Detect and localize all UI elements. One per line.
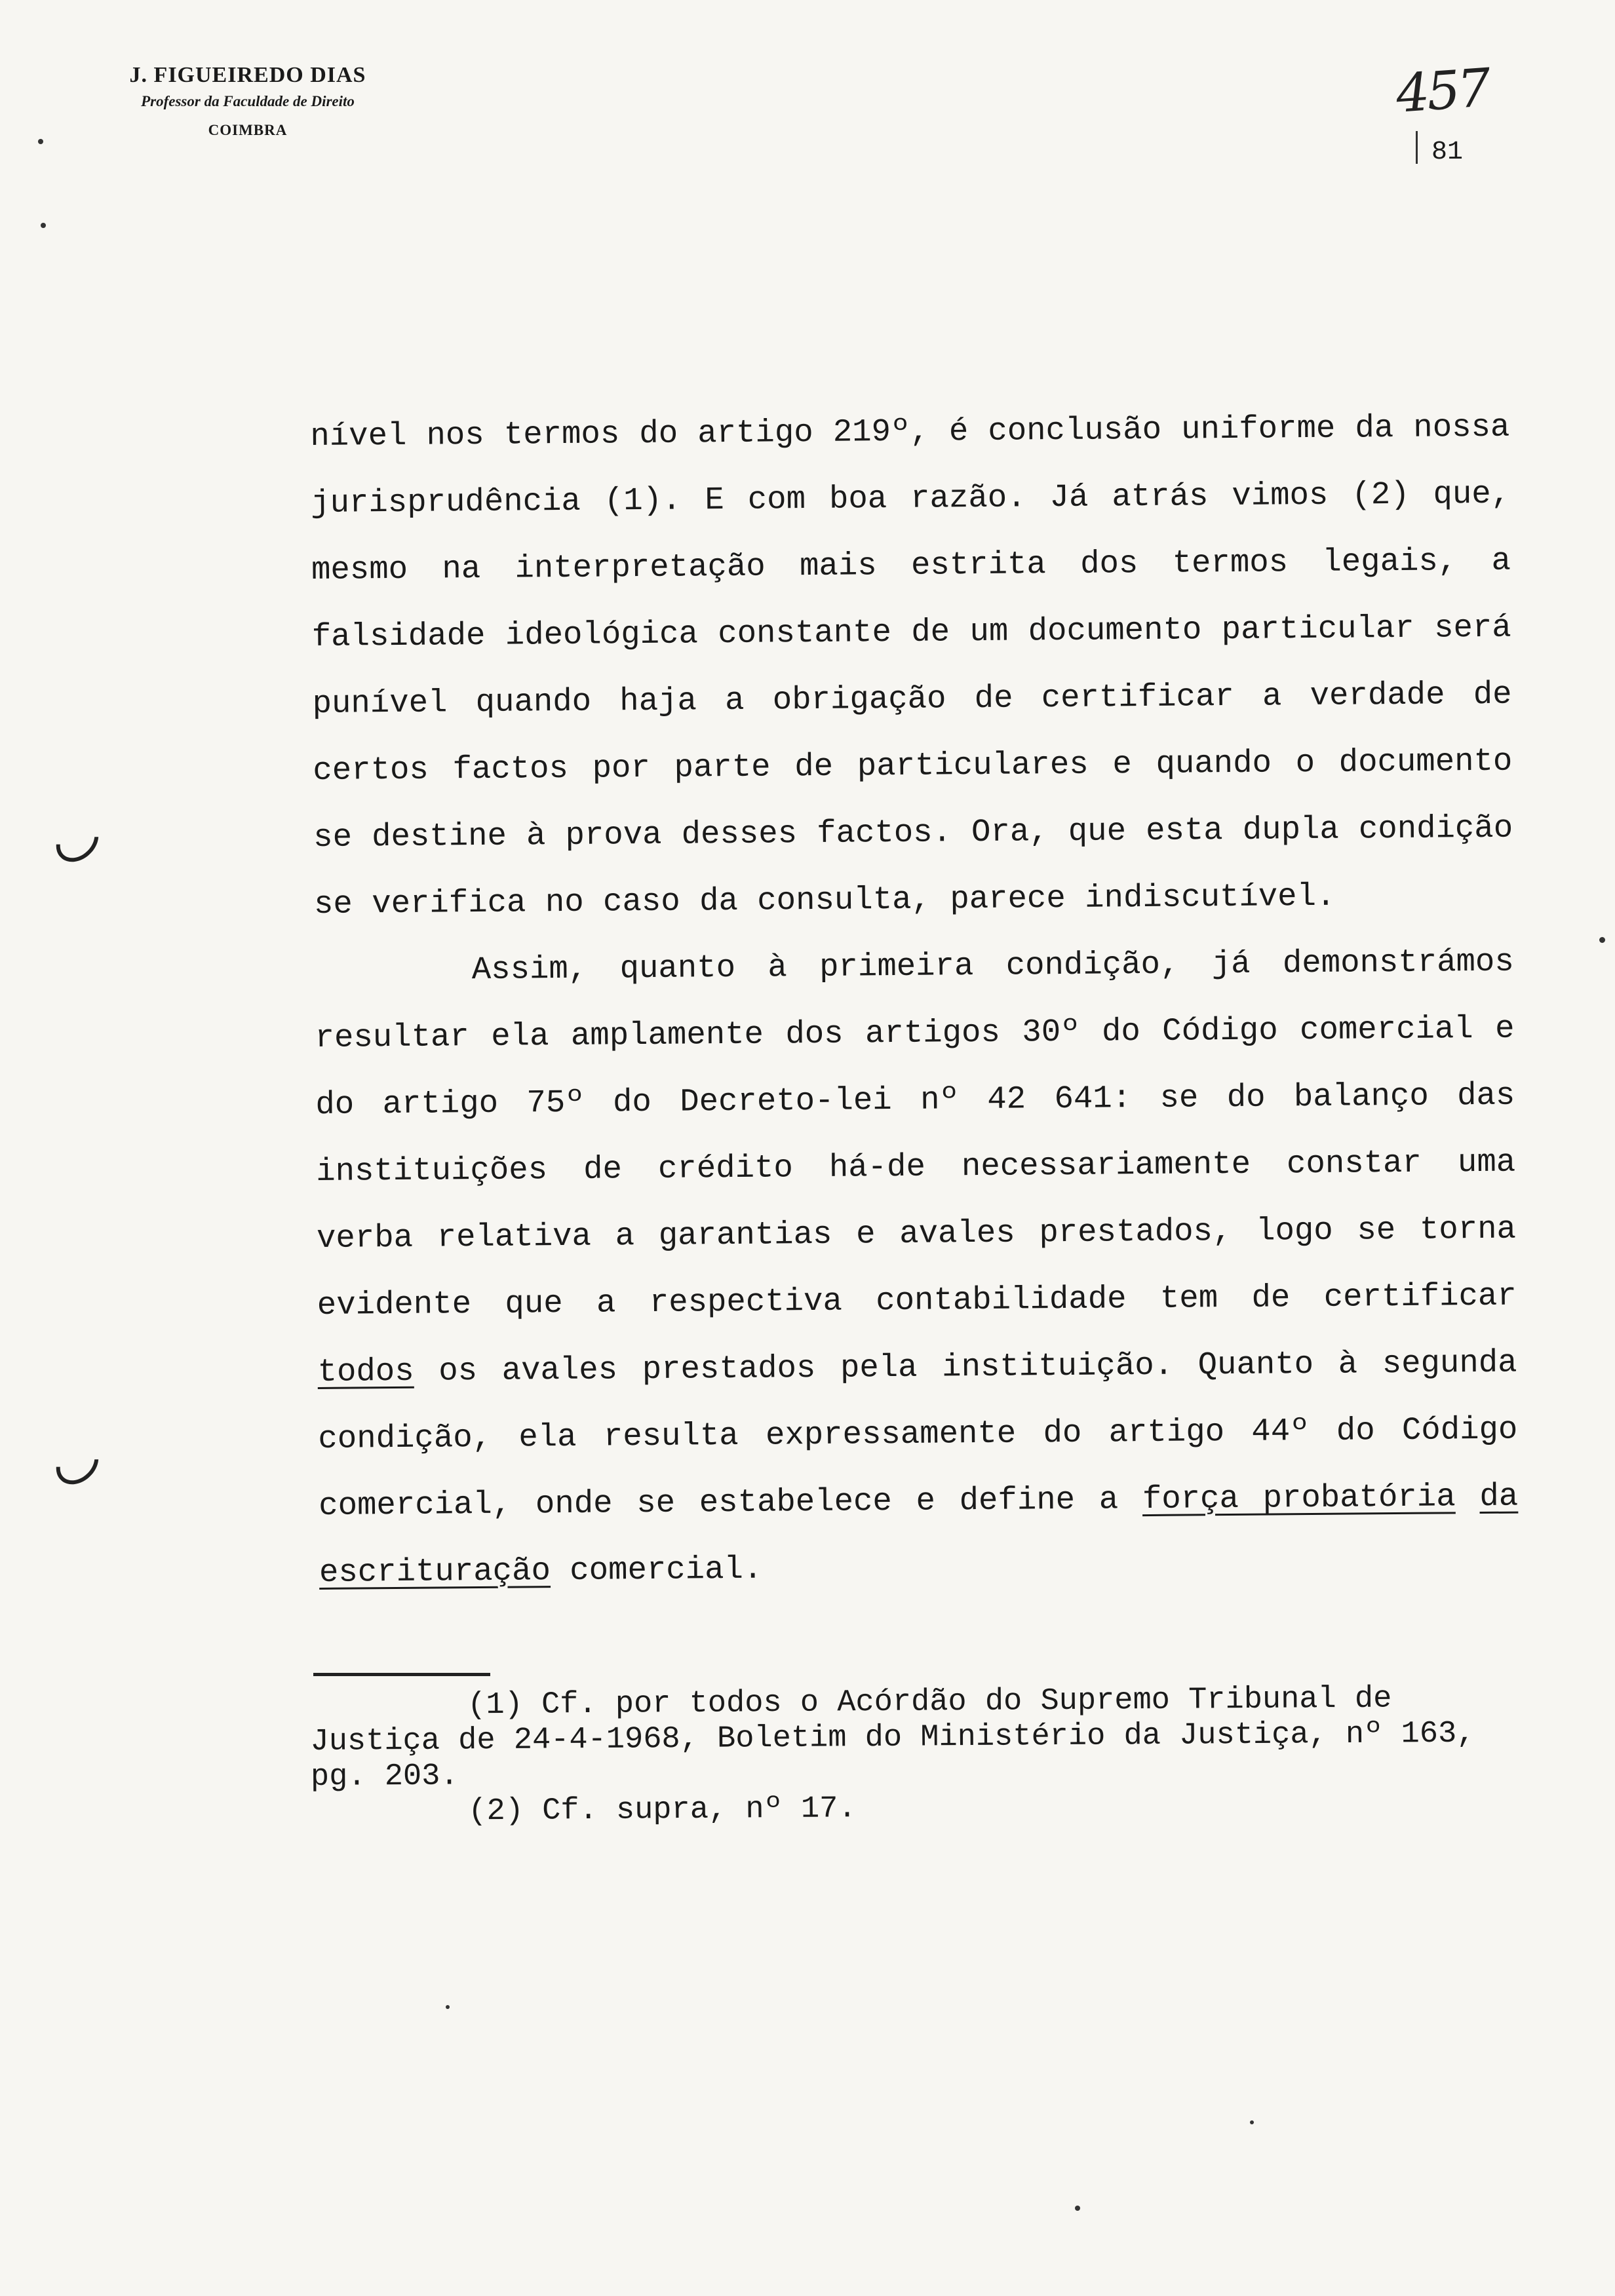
speck <box>446 2005 450 2009</box>
speck <box>41 223 46 228</box>
punch-hole-mark <box>48 1434 107 1493</box>
underlined-forca-probatoria: força probatória <box>1142 1478 1456 1518</box>
speck <box>1075 2206 1080 2211</box>
footnote-2: (2) Cf. supra, nº 17. <box>468 1791 857 1829</box>
letterhead-name: J. FIGUEIREDO DIAS <box>129 63 366 87</box>
speck <box>1250 2120 1254 2124</box>
paragraph-1 <box>310 394 1513 938</box>
footnote-separator <box>313 1673 490 1676</box>
underlined-todos: todos <box>317 1352 414 1390</box>
folio-margin-mark <box>1416 131 1418 164</box>
page-number: 81 <box>1431 138 1464 167</box>
body-text <box>310 394 1519 1606</box>
footnotes <box>310 1681 1490 1831</box>
paragraph-2 <box>314 928 1519 1606</box>
paragraph-2-text-c: comercial. <box>550 1550 763 1590</box>
paragraph-1-text: nível nos termos do artigo 219º, é conclusão uniforme da nossa jurisprudência (1). E com boa razão. Já atrás vimos (2) que, mesmo na interpretação mais estrita dos termos legais, a falsidade ideológica constante de um documento particular será punível quando haja a obrigação de certificar a verdade de certos factos por parte de particulares e quando o documento se destine à prova desses factos. Ora, que esta dupla condição se verifica no caso da consulta, parece indiscutível. <box>310 408 1513 923</box>
paragraph-2-text-a: Assim, quanto à primeira condição, já demonstrámos resultar ela amplamente dos artigos 30º do Código comercial e do artigo 75º do Decreto-lei nº 42 641: se do balanço das instituições de crédito há-de necessariamente constar uma verba relativa a garantias e avales prestados, logo se torna evidente que a respectiva contabilidade tem de certificar <box>315 943 1517 1324</box>
letterhead-city: COIMBRA <box>208 122 288 138</box>
speck <box>1599 937 1605 943</box>
speck <box>38 139 43 144</box>
paragraph-2-space <box>1455 1478 1479 1515</box>
handwritten-folio-number: 457 <box>1393 57 1490 124</box>
underlined-da-escrituracao: da escrituração <box>319 1478 1519 1591</box>
footnote-1: (1) Cf. por todos o Acórdão do Supremo Tribunal de Justiça de 24-4-1968, Boletim do Ministério da Justiça, nº 163, pg. 203. <box>310 1681 1475 1795</box>
paragraph-2-text-b: os avales prestados pela instituição. Quanto à segunda condição, ela resulta expressamente do artigo 44º do Código comercial, onde se estabelece e define a <box>318 1344 1518 1524</box>
letterhead <box>77 63 418 139</box>
punch-hole-mark <box>48 811 107 871</box>
letterhead-title: Professor da Faculdade de Direito <box>141 93 355 109</box>
